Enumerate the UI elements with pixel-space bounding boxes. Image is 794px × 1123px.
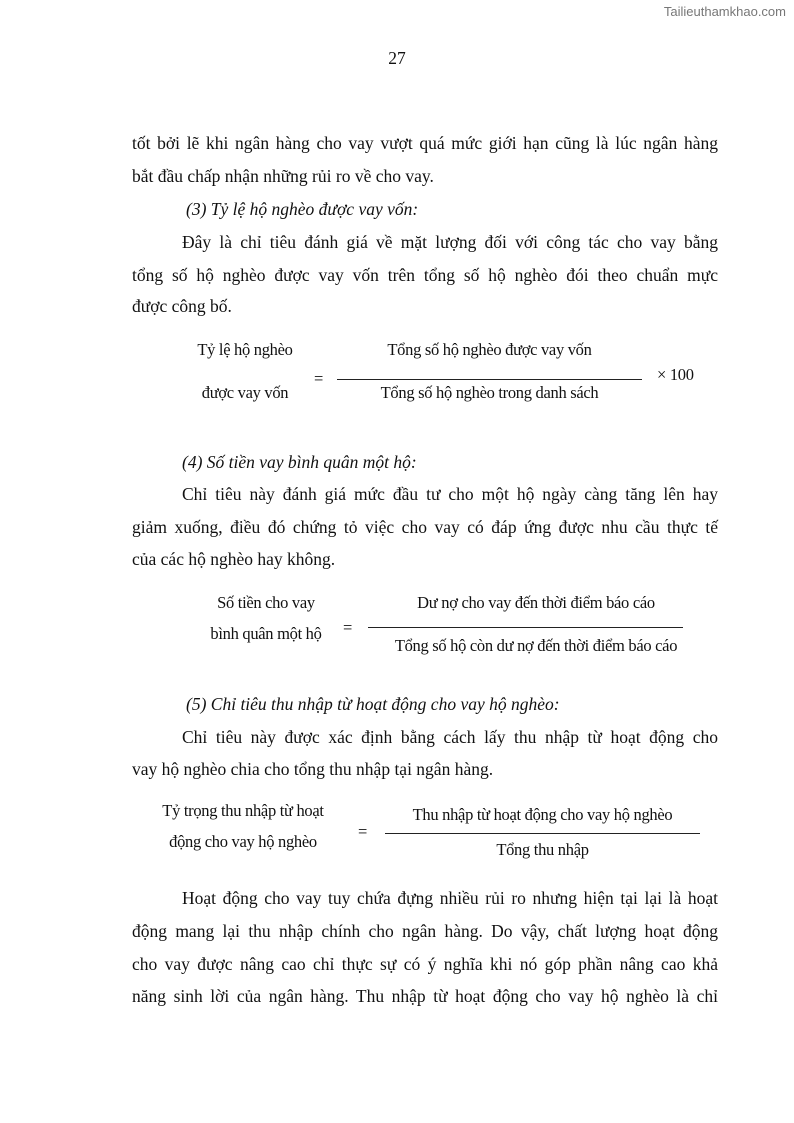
watermark: Tailieuthamkhao.com [663,4,786,19]
equals-sign: = [314,369,324,388]
paragraph-line: bắt đầu chấp nhận những rủi ro về cho vay. [132,166,434,186]
equals-sign: = [343,618,353,637]
section-heading-3: (3) Tỷ lệ hộ nghèo được vay vốn: [186,199,419,219]
formula-denominator: Tổng thu nhập [496,840,589,859]
formula-numerator: Tổng số hộ nghèo được vay vốn [387,340,592,359]
formula-denominator: Tổng số hộ còn dư nợ đến thời điểm báo cáo [394,636,678,655]
paragraph-line: tốt bởi lẽ khi ngân hàng cho vay vượt quá mức giới hạn cũng là lúc ngân hàng [132,133,718,153]
paragraph-line: Chỉ tiêu này được xác định bằng cách lấy thu nhập từ hoạt động cho [182,727,718,747]
paragraph-line: của các hộ nghèo hay không. [132,549,336,569]
formula-numerator: Dư nợ cho vay đến thời điểm báo cáo [417,593,655,612]
paragraph-line: động mang lại thu nhập chính cho ngân hàng. Do vậy, chất lượng hoạt động [132,921,718,941]
formula-denominator: Tổng số hộ nghèo trong danh sách [380,383,599,402]
formula-numerator: Thu nhập từ hoạt động cho vay hộ nghèo [412,805,673,824]
paragraph-line: Hoạt động cho vay tuy chứa đựng nhiều rủi ro nhưng hiện tại lại là hoạt [182,888,718,908]
formula-left-label: động cho vay hộ nghèo [169,832,317,851]
fraction-bar [337,379,642,380]
paragraph-line: Đây là chỉ tiêu đánh giá về mặt lượng đối với công tác cho vay bằng [182,232,718,252]
equals-sign: = [358,822,368,841]
paragraph-line: Chỉ tiêu này đánh giá mức đầu tư cho một hộ ngày càng tăng lên hay [182,484,718,504]
formula-left-label: được vay vốn [201,383,289,402]
formula-left-label: Số tiền cho vay [217,593,315,612]
paragraph-line: giảm xuống, điều đó chứng tỏ việc cho vay có đáp ứng được nhu cầu thực tế [132,517,718,537]
formula-left-label: Tỷ lệ hộ nghèo [197,340,293,359]
formula-left-label: Tỷ trọng thu nhập từ hoạt [162,801,324,820]
paragraph-line: vay hộ nghèo chia cho tổng thu nhập tại ngân hàng. [132,759,494,779]
formula-multiplier: × 100 [657,365,694,384]
paragraph-line: tổng số hộ nghèo được vay vốn trên tổng số hộ nghèo đói theo chuẩn mực [132,265,718,285]
fraction-bar [385,833,700,834]
fraction-bar [368,627,683,628]
paragraph-line: được công bố. [132,296,232,316]
formula-left-label: bình quân một hộ [210,624,322,643]
page-number: 27 [388,48,406,68]
section-heading-4: (4) Số tiền vay bình quân một hộ: [182,452,417,472]
section-heading-5: (5) Chỉ tiêu thu nhập từ hoạt động cho vay hộ nghèo: [186,694,560,714]
paragraph-line: cho vay được nâng cao chỉ thực sự có ý nghĩa khi nó góp phần nâng cao khả [132,954,718,974]
paragraph-line: năng sinh lời của ngân hàng. Thu nhập từ hoạt động cho vay hộ nghèo là chỉ [132,986,718,1006]
